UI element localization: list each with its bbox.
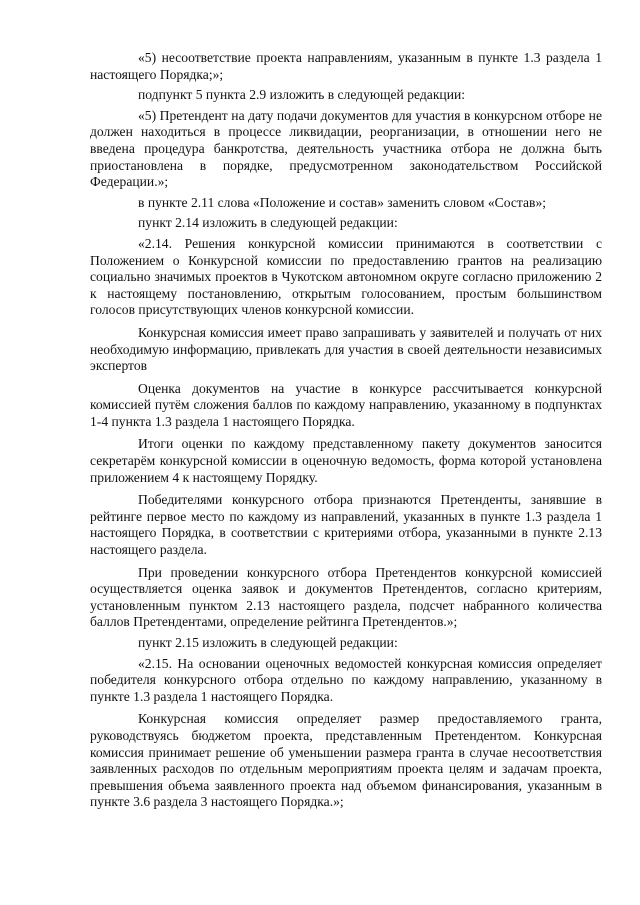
paragraph-7: Конкурсная комиссия имеет право запрашивать у заявителей и получать от них необходимую информацию, привлекать для участия в своей деятельности независимых экспертов: [90, 324, 602, 374]
paragraph-14: Конкурсная комиссия определяет размер предоставляемого гранта, руководствуясь бюджетом проекта, представленным Претендентом. Конкурсная комиссия принимает решение об уменьшении размера гранта в случае несоответствия заявленных расходов по отдельным мероприятиям проекта целям и задачам проекта, превышения объема заявленного проекта над объемом финансирования, указанным в пункте 3.6 раздела 3 настоящего Порядка.»;: [90, 711, 602, 810]
document-page: [90, 50, 602, 817]
paragraph-1: «5) несоответствие проекта направлениям, указанным в пункте 1.3 раздела 1 настоящего Порядка;»;: [90, 50, 602, 82]
paragraph-6: «2.14. Решения конкурсной комиссии принимаются в соответствии с Положением о Конкурсной комиссии по предоставлению грантов на реализацию социально значимых проектов в Чукотском автономном округе согласно приложению 2 к настоящему постановлению, открытым голосованием, простым большинством голосов присутствующих членов конкурсной комиссии.: [90, 235, 602, 318]
paragraph-13: «2.15. На основании оценочных ведомостей конкурсная комиссия определяет победителя конкурсного отбора отдельно по каждому направлению, указанному в пункте 1.3 раздела 1 настоящего Порядка.: [90, 655, 602, 704]
paragraph-9: Итоги оценки по каждому представленному пакету документов заносится секретарём конкурсной комиссии в оценочную ведомость, форма которой установлена приложением 4 к настоящему Порядку.: [90, 436, 602, 485]
paragraph-5: пункт 2.14 изложить в следующей редакции:: [138, 215, 398, 231]
paragraph-12: пункт 2.15 изложить в следующей редакции:: [138, 635, 398, 650]
paragraph-10: Победителями конкурсного отбора признаются Претенденты, занявшие в рейтинге первое место по каждому из направлений, указанных в пункте 1.3 раздела 1 настоящего Порядка, в соответствии с критериями отбора, указанными в пункте 2.13 настоящего раздела.: [90, 492, 602, 558]
paragraph-2: подпункт 5 пункта 2.9 изложить в следующей редакции:: [138, 87, 466, 103]
paragraph-11: При проведении конкурсного отбора Претендентов конкурсной комиссией осуществляется оценка заявок и документов Претендентов, согласно критериям, установленным пунктом 2.13 настоящего раздела, подсчет набранного количества баллов Претендентами, определение рейтинга Претендентов.»;: [90, 564, 602, 630]
paragraph-8: Оценка документов на участие в конкурсе рассчитывается конкурсной комиссией путём сложения баллов по каждому направлению, указанному в подпунктах 1-4 пункта 1.3 раздела 1 настоящего Порядка.: [90, 380, 602, 429]
paragraph-3: «5) Претендент на дату подачи документов для участия в конкурсном отборе не должен находиться в процессе ликвидации, реорганизации, в отношении него не введена процедура банкротства, деятельность участника отбора не должна быть приостановлена в порядке, предусмотренном законодательством Российской Федерации.»;: [90, 107, 602, 190]
paragraph-4: в пункте 2.11 слова «Положение и состав» заменить словом «Состав»;: [138, 194, 547, 210]
